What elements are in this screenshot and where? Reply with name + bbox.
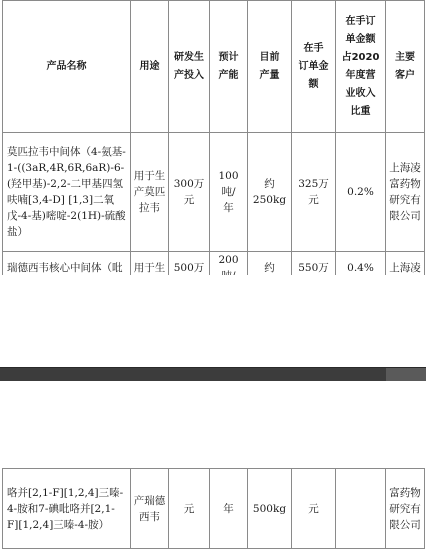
cell-order-ratio: 0.2% bbox=[336, 133, 386, 252]
page-gap bbox=[0, 275, 426, 367]
header-main-customer: 主要 客户 bbox=[386, 1, 425, 133]
cell-main-customer: 上海凌 bbox=[386, 252, 425, 285]
cell-order-amount: 325万 元 bbox=[292, 133, 336, 252]
cell-product-name: 瑞德西韦核心中间体（吡 bbox=[3, 252, 131, 285]
cell-rd-investment: 300万 元 bbox=[169, 133, 210, 252]
table-row bbox=[3, 133, 425, 252]
header-usage: 用途 bbox=[131, 1, 169, 133]
cell-current-output: 500kg bbox=[248, 469, 292, 549]
cell-expected-capacity: 100吨/ 年 bbox=[210, 133, 248, 252]
header-product-name: 产品名称 bbox=[3, 1, 131, 133]
page-divider-shade bbox=[386, 368, 426, 382]
cell-main-customer: 富药物 研究有 限公司 bbox=[386, 469, 425, 549]
cell-rd-investment: 500万 bbox=[169, 252, 210, 285]
cell-order-ratio bbox=[336, 469, 386, 549]
document-page-bottom bbox=[0, 381, 426, 542]
product-table bbox=[2, 0, 425, 285]
cell-current-output: 约 bbox=[248, 252, 292, 285]
cell-expected-capacity: 年 bbox=[210, 469, 248, 549]
product-table-continued bbox=[2, 468, 425, 549]
table-row-continued bbox=[3, 469, 425, 549]
header-current-output: 目前 产量 bbox=[248, 1, 292, 133]
cell-usage: 用于生 产莫匹 拉韦 bbox=[131, 133, 169, 252]
cell-current-output: 约 250kg bbox=[248, 133, 292, 252]
cell-rd-investment: 元 bbox=[169, 469, 210, 549]
cell-order-amount: 元 bbox=[292, 469, 336, 549]
cell-order-ratio: 0.4% bbox=[336, 252, 386, 285]
cell-product-name: 咯并[2,1-F][1,2,4]三嗪-4-胺和7-碘吡咯并[2,1-F][1,2,4]三嗪-4-胺） bbox=[3, 469, 131, 549]
header-order-ratio: 在手订 单金额 占2020 年度营 业收入 比重 bbox=[336, 1, 386, 133]
header-rd-investment: 研发生 产投入 bbox=[169, 1, 210, 133]
cell-main-customer: 上海凌 富药物 研究有 限公司 bbox=[386, 133, 425, 252]
cell-expected-capacity: 200 bbox=[210, 252, 248, 285]
table-header-row bbox=[3, 1, 425, 133]
cell-usage: 用于生 bbox=[131, 252, 169, 285]
cell-usage: 产瑞德 西韦 bbox=[131, 469, 169, 549]
cell-order-amount: 550万 bbox=[292, 252, 336, 285]
cell-product-name: 莫匹拉韦中间体（4-氨基-1-((3aR,4R,6R,6aR)-6-(羟甲基)-2,2-二甲基四氢呋喃[3,4-D] [1,3]二氧戊-4-基)嘧啶-2(1H)-硫酸盐） bbox=[3, 133, 131, 252]
header-order-amount: 在手 订单金 额 bbox=[292, 1, 336, 133]
header-expected-capacity: 预计 产能 bbox=[210, 1, 248, 133]
